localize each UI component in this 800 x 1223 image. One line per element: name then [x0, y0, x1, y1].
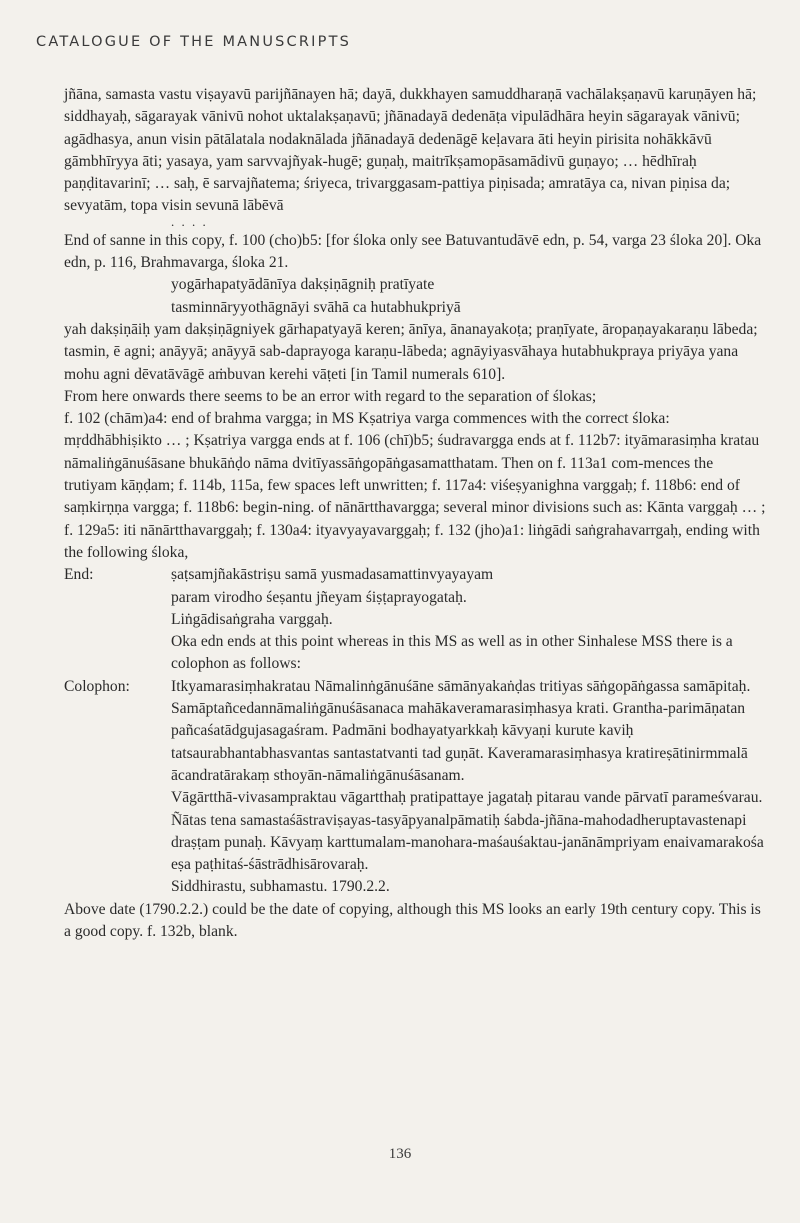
folio-notes-block: f. 102 (chām)a4: end of brahma vargga; in MS Kṣatriya varga commences with the correct śloka: mṛddhābhiṣikto … ; Kṣatriya vargga ends at f. 106 (chī)b5; śudravargga ends at f. 112b7: ityāmarasiṃha kratau nāmaliṅgānuśāsane bhukāṅḍo nāma dvitīyassāṅgopāṅgasamatthatam. Then on f. 113a1 com-mences the trutiyam kāṇḍam; f. 114b, 115a, few spaces left unwritten; f. 117a4: viśeṣyanighna varggaḥ; f. 118b6: end of saṃkirṇṇa vargga; f. 118b6: begin-ning. of nānārtthavargga; several minor divisions such as: Kānta varggaḥ … ; f. 129a5: iti nānārtthavarggaḥ; f. 130a4: ityavyayavarggaḥ; f. 132 (jho)a1: liṅgādi saṅgrahavarrgaḥ, ending with the following śloka,	[64, 410, 766, 561]
colophon-paragraph: Vāgārtthā-vivasampraktau vāgartthaḥ pratipattaye jagataḥ pitarau vande pārvatī parameśvarau. Ñātas tena samastaśāstraviṣayas-tasyāpyanalpāmatiḥ śabda-jñāna-mahodadheruptavastenapi draṣṭam punaḥ. Kāvyaṃ karttumalam-manohara-maśauśaktau-janānāmpriyam enaivamarakośa eṣa paṭhitaś-śāstrādhisārovaraḥ.	[171, 789, 764, 874]
end-verse-line: ṣaṭsamjñakāstriṣu samā yusmadasamattinvyayayam	[171, 566, 494, 584]
page-body	[64, 84, 768, 943]
verse-line: yogārhapatyādānīya dakṣiṇāgniḥ pratīyate	[171, 276, 435, 294]
ellipsis-dots: . . . .	[171, 213, 208, 229]
colophon-paragraph: Samāptañcedannāmaliṅgānuśāsanaca mahākaveramarasiṃhasya krati. Grantha-parimāṇatan pañcaśatādgujasagaśram. Padmāni bodhayatyarkkaḥ kāvyaṇi kurute kaviḥ tatsaurabhantabhasvantas santastatvanti tad guṇāt. Kaveramarasiṃhasya kratireṣātinirmmalā ācandratārakaṃ sthoyān-nāmaliṅgānuśāsanam.	[171, 700, 748, 784]
page-number: 136	[388, 1146, 412, 1162]
verse-block	[171, 274, 768, 319]
end-verse-line: Liṅgādisaṅgraha varggaḥ.	[171, 610, 333, 628]
colophon-text-block	[171, 676, 768, 899]
end-verse-line: param virodho śeṣantu jñeyam śiṣṭaprayogataḥ.	[171, 588, 467, 606]
end-verse-block	[171, 564, 768, 675]
end-label: End:	[64, 566, 94, 584]
oka-edition-note: Oka edn ends at this point whereas in this MS as well as in other Sinhalese MSS there is a colophon as follows:	[171, 633, 733, 673]
separation-note: From here onwards there seems to be an error with regard to the separation of ślokas;	[64, 387, 597, 405]
colophon-paragraph: Itkyamarasiṃhakratau Nāmalinṅgānuśāne sāmānyakaṅḍas tritiyas sāṅgopāṅgassa samāpitaḥ.	[171, 677, 751, 695]
colophon-section	[64, 676, 768, 899]
verse-line: tasminnāryyothāgnāyi svāhā ca hutabhukpriyā	[171, 298, 461, 316]
verse-gloss-block: yah dakṣiṇāiḥ yam dakṣiṇāgniyek gārhapatyayā keren; ānīya, ānanayakoṭa; praṇīyate, āropaṇayakaraṇu lābeda; tasmin, ē agni; anāyyā; anāyyā sab-daprayoga karaṇu-lābeda; agnāyiyasvāhaya hutabhukpraya priyāya yana mohu agni dēvatāvāgē aṁbuvan kerehi vāṭeti [in Tamil numerals 610].	[64, 320, 758, 383]
colophon-paragraph: Siddhirastu, subhamastu. 1790.2.2.	[171, 878, 390, 896]
closing-paragraph: Above date (1790.2.2.) could be the date of copying, although this MS looks an early 19th century copy. This is a good copy. f. 132b, blank.	[64, 900, 761, 940]
end-of-sanne-paragraph: End of sanne in this copy, f. 100 (cho)b5: [for śloka only see Batuvantudāvē edn, p. 54, varga 23 śloka 20]. Oka edn, p. 116, Brahmavarga, śloka 21.	[64, 231, 762, 272]
running-head: CATALOGUE OF THE MANUSCRIPTS	[36, 34, 352, 50]
intro-gloss-block: jñāna, samasta vastu viṣayavū parijñānayen hā; dayā, dukkhayen samuddharaṇā vachālakṣaṇavū karuṇāyen hā; siddhayaḥ, sāgarayak vānivū nohot uktalakṣaṇavū; jñānadayā dedenāṭa vipulādhāra heyin sāgarayak vānivū; agādhasya, anun visin pātālatala nodaknālada jñānadayā dedenāgē keḷavara āti heyin pirisita nohākkāvū gāmbhīryya āti; yasaya, yam sarvvajñyak-hugē; guṇaḥ, maitrīkṣamopāsamādivū guṇayo; … hēdhīraḥ paṇḍitavarinī; … saḥ, ē sarvajñatema; śriyeca, trivarggasam-pattiya piṇisada; amratāya ca, nivan piṇisa da; sevyatām, topa visin sevunā lābēvā	[64, 86, 757, 215]
colophon-label: Colophon:	[64, 677, 130, 695]
end-section	[64, 564, 768, 675]
